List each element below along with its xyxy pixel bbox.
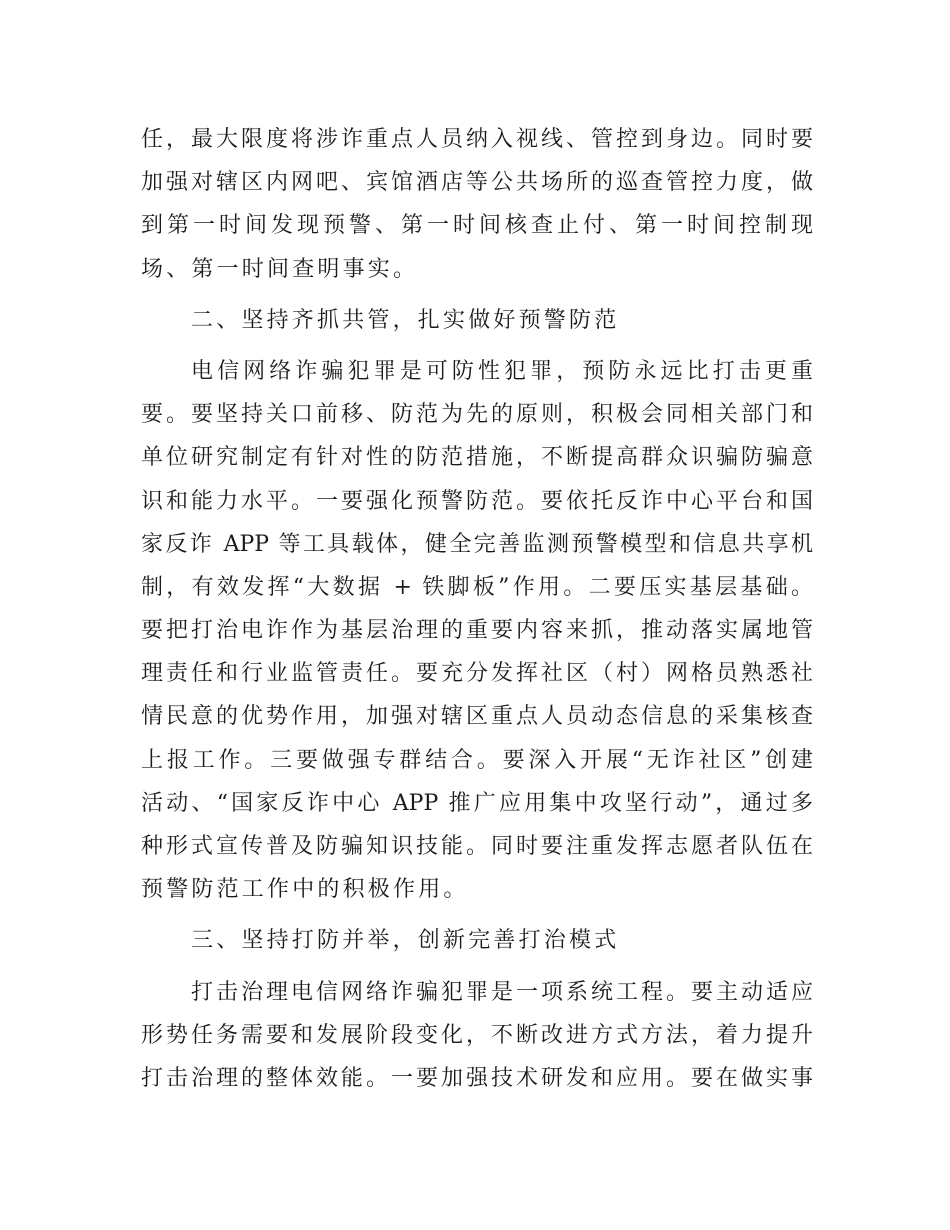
paragraph-line: 打击治理的整体效能。一要加强技术研发和应用。要在做实事 [141, 1065, 813, 1091]
paragraph-line: 预警防范工作中的积极作用。 [141, 877, 469, 903]
paragraph-2 [141, 350, 813, 911]
paragraph-line: 到第一时间发现预警、第一时间核查止付、第一时间控制现 [141, 213, 813, 239]
paragraph-line: 电信网络诈骗犯罪是可防性犯罪，预防永远比打击更重 [191, 358, 813, 384]
paragraph-line: 加强对辖区内网吧、宾馆酒店等公共场所的巡查管控力度，做 [141, 170, 813, 196]
paragraph-line: 任，最大限度将涉诈重点人员纳入视线、管控到身边。同时要 [141, 127, 813, 152]
section-heading-2: 二、坚持齐抓共管，扎实做好预警防范 [191, 307, 620, 333]
document-body [141, 118, 813, 1100]
paragraph-line: 场、第一时间查明事实。 [141, 256, 419, 282]
paragraph-line: 上报工作。三要做强专群结合。要深入开展“无诈社区”创建 [141, 747, 813, 773]
section-heading-3: 三、坚持打防并举，创新完善打治模式 [191, 928, 620, 954]
paragraph-line: 种形式宣传普及防骗知识技能。同时要注重发挥志愿者队伍在 [141, 834, 813, 859]
paragraph-line: 理责任和行业监管责任。要充分发挥社区（村）网格员熟悉社 [141, 661, 813, 687]
paragraph-1 [141, 118, 813, 291]
paragraph-line: 情民意的优势作用，加强对辖区重点人员动态信息的采集核查 [141, 704, 813, 730]
paragraph-3 [141, 971, 813, 1101]
paragraph-line: 家反诈 APP 等工具载体，健全完善监测预警模型和信息共享机 [141, 531, 813, 557]
paragraph-line: 单位研究制定有针对性的防范措施，不断提高群众识骗防骗意 [141, 445, 813, 471]
paragraph-line: 形势任务需要和发展阶段变化，不断改进方式方法，着力提升 [141, 1022, 813, 1048]
paragraph-line: 要。要坚持关口前移、防范为先的原则，积极会同相关部门和 [141, 402, 813, 428]
paragraph-line: 要把打治电诈作为基层治理的重要内容来抓，推动落实属地管 [141, 618, 813, 644]
paragraph-line: 制，有效发挥“大数据 + 铁脚板”作用。二要压实基层基础。 [141, 574, 813, 600]
paragraph-line: 识和能力水平。一要强化预警防范。要依托反诈中心平台和国 [141, 488, 813, 514]
paragraph-line: 打击治理电信网络诈骗犯罪是一项系统工程。要主动适应 [191, 979, 813, 1005]
paragraph-line: 活动、“国家反诈中心 APP 推广应用集中攻坚行动”，通过多 [141, 790, 813, 816]
